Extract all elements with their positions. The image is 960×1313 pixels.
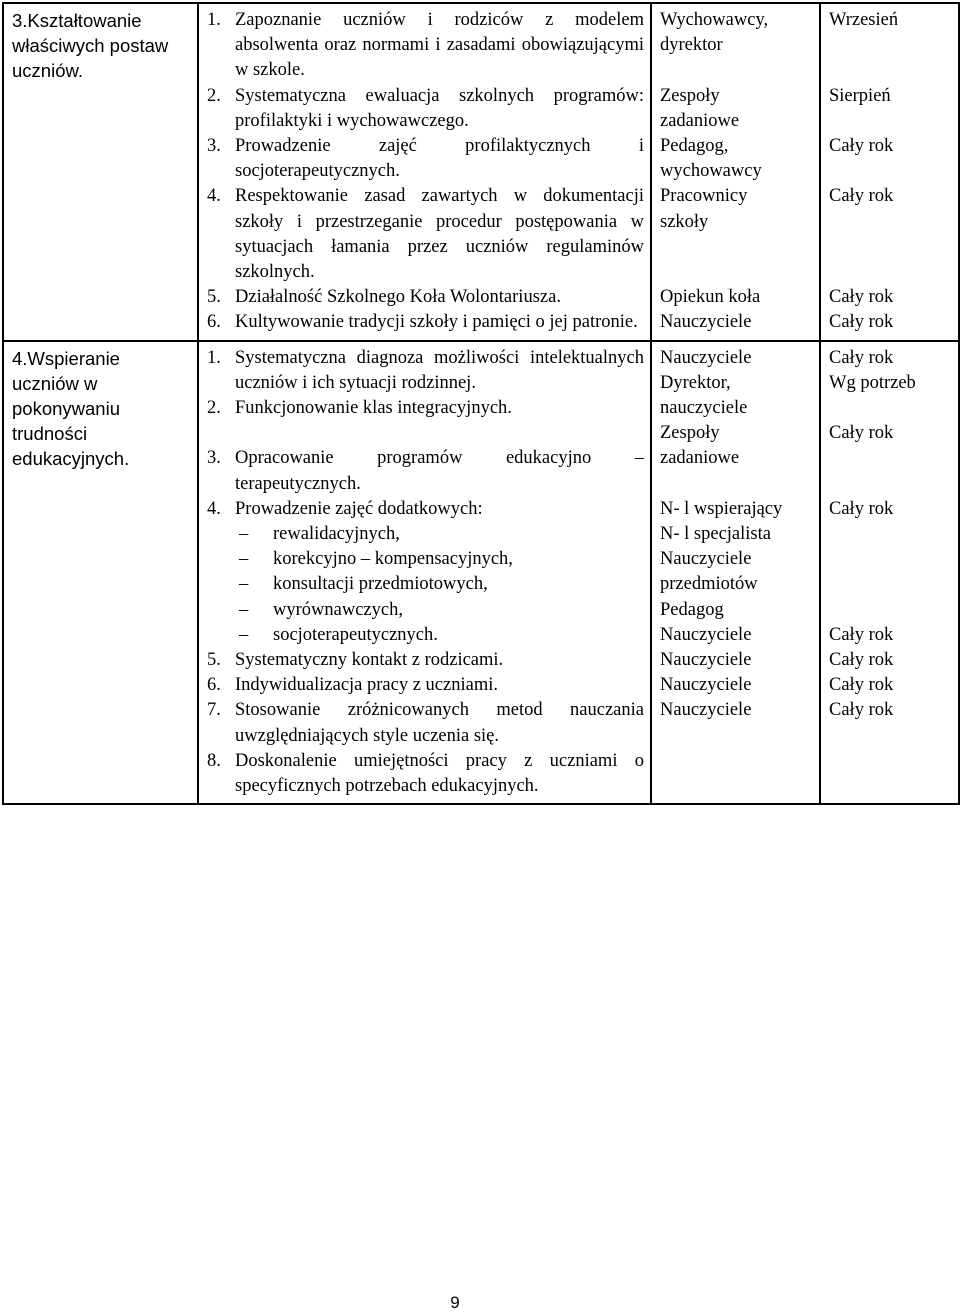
responsible-line: Nauczyciele [660, 549, 752, 570]
responsible-line: Nauczyciele [660, 347, 752, 368]
responsible-line: Zespoły [660, 85, 720, 106]
timeline-line [829, 33, 952, 58]
timeline-line [829, 472, 952, 497]
tasks-cell [198, 341, 651, 805]
task-number: 4. [207, 186, 221, 207]
responsible-line: N- l wspierający [660, 498, 783, 519]
responsible-cell [651, 341, 820, 805]
task-text: Działalność Szkolnego Koła Wolontariusza. [235, 287, 561, 308]
timeline-line: Cały rok [829, 498, 894, 519]
task-number: 5. [207, 650, 221, 671]
timeline-line: Cały rok [829, 347, 894, 368]
task-text: Opracowanie programów edukacyjno – terapeutycznych. [235, 448, 644, 494]
timeline-line: Cały rok [829, 649, 894, 670]
task-item [207, 184, 644, 285]
task-text: Doskonalenie umiejętności pracy z uczniami o specyficznych potrzebach edukacyjnych. [235, 750, 644, 797]
timeline-line: Sierpień [829, 85, 891, 106]
area-line: 3.Kształtowanie [12, 10, 142, 31]
task-item [207, 446, 644, 496]
responsible-line: Zespoły [660, 423, 720, 444]
timeline-line [829, 58, 952, 83]
task-item [207, 749, 644, 799]
timeline-line [829, 598, 952, 623]
task-item [207, 285, 644, 310]
task-number: 4. [207, 498, 221, 519]
responsible-line: nauczyciele [660, 398, 748, 419]
area-line: uczniów. [12, 60, 83, 82]
task-item [207, 310, 644, 335]
task-number: 3. [207, 448, 221, 469]
task-item [207, 84, 644, 134]
responsible-line [660, 260, 813, 285]
subitem-text: wyrównawczych, [273, 599, 403, 620]
timeline-line [829, 109, 952, 134]
task-number: 8. [207, 750, 221, 771]
subitem-text: korekcyjno – kompensacyjnych, [273, 549, 513, 570]
responsible-line: Nauczyciele [660, 700, 752, 721]
subitem-text: socjoterapeutycznych. [273, 624, 438, 645]
responsible-line: zadaniowe [660, 448, 740, 469]
timeline-line [829, 572, 952, 597]
task-number: 3. [207, 136, 221, 157]
dash-marker: – [239, 574, 249, 595]
timeline-line [829, 210, 952, 235]
task-text: Kultywowanie tradycji szkoły i pamięci o jej patronie. [235, 312, 638, 333]
timeline-line: Cały rok [829, 675, 894, 696]
task-item [207, 8, 644, 84]
subitem [207, 623, 644, 648]
tasks-cell [198, 3, 651, 341]
responsible-line: zadaniowe [660, 110, 740, 131]
dash-marker: – [239, 549, 249, 570]
task-text: Systematyczny kontakt z rodzicami. [235, 650, 504, 671]
area-line: uczniów w [12, 372, 98, 394]
responsible-line: Nauczyciele [660, 624, 752, 645]
timeline-line [829, 446, 952, 471]
area-line: edukacyjnych. [12, 448, 130, 470]
task-item [207, 673, 644, 698]
area-line: 4.Wspieranie [12, 347, 120, 369]
task-text: Systematyczna ewaluacja szkolnych programów: profilaktyki i wychowawczego. [235, 85, 644, 131]
responsible-line [660, 58, 813, 83]
task-item [207, 134, 644, 184]
timeline-line: Cały rok [829, 135, 894, 156]
task-text: Systematyczna diagnoza możliwości intelektualnych uczniów i ich sytuacji rodzinnej. [235, 347, 644, 393]
task-text: Indywidualizacja pracy z uczniami. [235, 675, 498, 696]
task-number: 5. [207, 287, 221, 308]
responsible-line: Pedagog [660, 599, 724, 620]
subitem [207, 598, 644, 623]
task-number: 6. [207, 675, 221, 696]
task-text: Zapoznanie uczniów i rodziców z modelem absolwenta oraz normami i zasadami obowiązującymi w szkole. [235, 10, 644, 81]
subitem [207, 547, 644, 572]
task-text: Stosowanie zróżnicowanych metod nauczania uwzględniających style uczenia się. [235, 700, 644, 746]
timeline-line [829, 235, 952, 260]
responsible-line: Nauczyciele [660, 650, 752, 671]
responsible-line: N- l specjalista [660, 524, 771, 545]
timeline-line: Wg potrzeb [829, 372, 916, 393]
responsible-line: Opiekun koła [660, 287, 761, 308]
task-text: Prowadzenie zajęć profilaktycznych i socjoterapeutycznych. [235, 136, 644, 182]
subitem-text: rewalidacyjnych, [273, 524, 400, 545]
area-line: pokonywaniu [12, 398, 120, 420]
timeline-line [829, 396, 952, 421]
dash-marker: – [239, 599, 249, 620]
task-number: 6. [207, 312, 221, 333]
task-item [207, 346, 644, 396]
responsible-line: wychowawcy [660, 161, 762, 182]
table-row [3, 3, 959, 341]
task-text: Prowadzenie zajęć dodatkowych: [235, 498, 483, 519]
spacer [207, 421, 644, 446]
task-number: 1. [207, 10, 221, 30]
responsible-line: szkoły [660, 211, 709, 232]
responsible-line: Dyrektor, [660, 372, 731, 393]
area-line: trudności [12, 423, 88, 445]
timeline-cell [820, 3, 959, 341]
responsible-line: dyrektor [660, 35, 723, 56]
task-item [207, 648, 644, 673]
task-number: 2. [207, 398, 221, 419]
timeline-line: Cały rok [829, 186, 894, 207]
timeline-line: Cały rok [829, 700, 894, 721]
task-item [207, 396, 644, 421]
timeline-line: Cały rok [829, 287, 894, 308]
responsible-line: Nauczyciele [660, 675, 752, 696]
timeline-line [829, 159, 952, 184]
responsible-line: Wychowawcy, [660, 10, 769, 30]
dash-marker: – [239, 624, 249, 645]
responsible-line: Nauczyciele [660, 312, 752, 333]
subitem-text: konsultacji przedmiotowych, [273, 574, 488, 595]
responsible-line: przedmiotów [660, 574, 758, 595]
task-number: 1. [207, 347, 221, 368]
timeline-line [829, 260, 952, 285]
area-line: właściwych postaw [12, 35, 169, 57]
task-number: 7. [207, 700, 221, 721]
responsible-line [660, 235, 813, 260]
responsible-line: Pracownicy [660, 186, 748, 207]
timeline-line: Wrzesień [829, 10, 899, 30]
timeline-line [829, 547, 952, 572]
area-cell [3, 341, 198, 805]
task-text: Funkcjonowanie klas integracyjnych. [235, 398, 512, 419]
timeline-line [829, 522, 952, 547]
task-item [207, 698, 644, 748]
responsible-line [660, 472, 813, 497]
task-item [207, 497, 644, 522]
area-cell [3, 3, 198, 341]
plan-table [2, 2, 960, 805]
timeline-cell [820, 341, 959, 805]
dash-marker: – [239, 524, 249, 545]
page-number: 9 [450, 1293, 460, 1312]
responsible-cell [651, 3, 820, 341]
subitem [207, 522, 644, 547]
task-text: Respektowanie zasad zawartych w dokumentacji szkoły i przestrzeganie procedur postępowania w sytuacjach łamania przez uczniów regulaminów szkolnych. [235, 186, 644, 283]
timeline-line: Cały rok [829, 423, 894, 444]
responsible-line: Pedagog, [660, 136, 729, 156]
subitem [207, 572, 644, 597]
timeline-line: Cały rok [829, 624, 894, 645]
task-number: 2. [207, 85, 221, 106]
table-row [3, 341, 959, 805]
timeline-line: Cały rok [829, 312, 894, 333]
